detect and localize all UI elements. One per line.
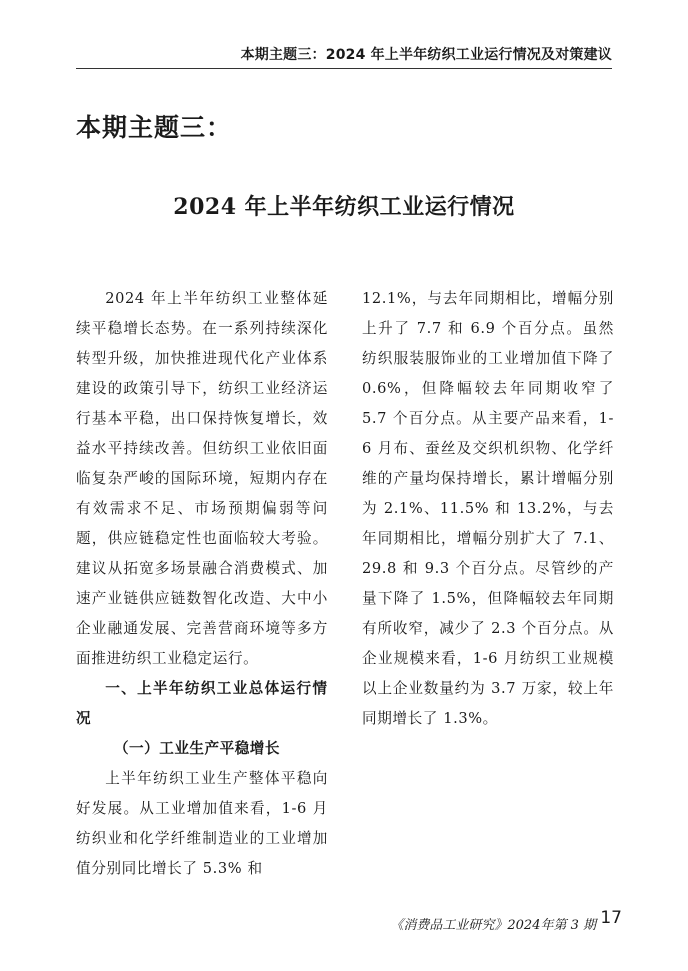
body-paragraph-left: 上半年纺织工业生产整体平稳向好发展。从工业增加值来看，1-6 月纺织业和化学纤维制造业的工业增加值分别同比增长了 5.3% 和 [76,770,328,877]
right-column [362,284,614,734]
section-heading-1: 一、上半年纺织工业总体运行情况 [76,680,328,727]
header-rule [76,68,612,69]
section-label: 本期主题三： [76,113,233,142]
footer-journal: 《消费品工业研究》2024年第 3 期 [390,918,596,933]
article-title: 2024 年上半年纺织工业运行情况 [173,194,515,220]
body-paragraph-right: 12.1%，与去年同期相比，增幅分别上升了 7.7 和 6.9 个百分点。虽然纺织服装服饰业的工业增加值下降了 0.6%，但降幅较去年同期收窄了 5.7 个百分点。从主要产品来看，1-6 月布、蚕丝及交织机织物、化学纤维的产量均保持增长，累计增幅分别为 2.1%、11.5% 和 13.2%，与去年同期相比，增幅分别扩大了 7.1、29.8 和 9.3 个百分点。尽管纱的产量下降了 1.5%，但降幅较去年同期有所收窄，减少了 2.3 个百分点。从企业规模来看，1-6 月纺织工业规模以上企业数量约为 3.7 万家，较上年同期增长了 1.3%。 [362,290,614,727]
subsection-heading-1: （一）工业生产平稳增长 [113,740,280,757]
page-number: 17 [600,908,622,928]
left-column [76,284,328,884]
running-header: 本期主题三：2024 年上半年纺织工业运行情况及对策建议 [240,47,612,63]
intro-paragraph: 2024 年上半年纺织工业整体延续平稳增长态势。在一系列持续深化转型升级，加快推进现代化产业体系建设的政策引导下，纺织工业经济运行基本平稳，出口保持恢复增长，效益水平持续改善。但纺织工业依旧面临复杂严峻的国际环境，短期内存在有效需求不足、市场预期偏弱等问题，供应链稳定性也面临较大考验。建议从拓宽多场景融合消费模式、加速产业链供应链数智化改造、大中小企业融通发展、完善营商环境等多方面推进纺织工业稳定运行。 [76,290,328,667]
